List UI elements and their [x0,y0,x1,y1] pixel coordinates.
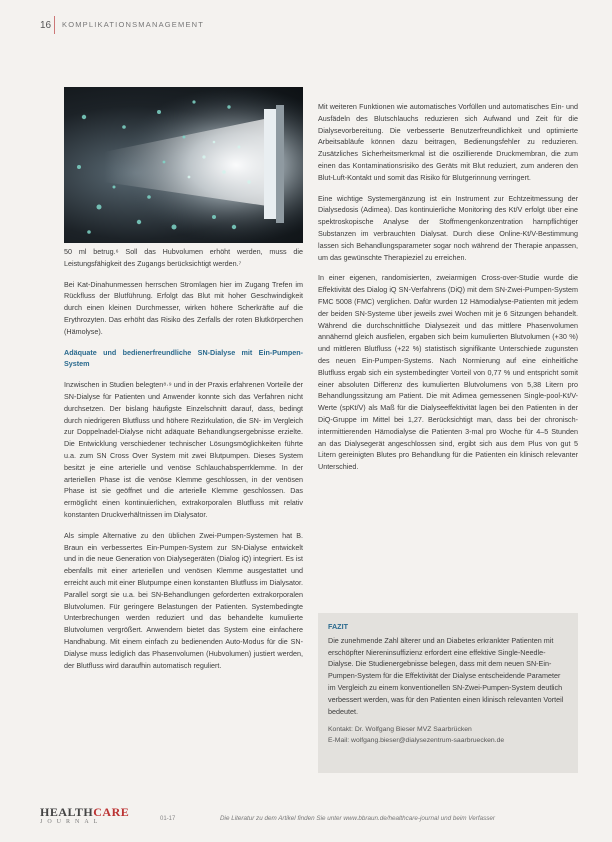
hero-image [64,87,303,243]
logo-subtitle: JOURNAL [40,819,103,825]
right-paragraph: Mit weiteren Funktionen wie automatisches Vorfüllen und automatisches Ein- und Ausfädeln des Blutschlauchs reduzieren sich Aufwand und Zeit für die Dialysevorbereitung. Die verbesserte Benutzerfreundlichkeit und optimierte Arbeitsabläufe können dazu beitragen, Bedienungsfehler zu reduzieren. Zusätzliches Sicherheitsmerkmal ist die oszillierende Druckmembran, die zum einen das Kontaminationsrisiko des Geräts mit Blut reduziert, zum anderen den Blut-Luft-Kontakt und somit das Risiko für Blutgerinnung verringert. [318,102,578,182]
footer-literature-note: Die Literatur zu dem Artikel finden Sie unter www.bbraun.de/healthcare-journal und beim Verfasser [220,815,495,822]
contact-email[interactable]: E-Mail: wolfgang.bieser@dialysezentrum-saarbruecken.de [328,736,505,744]
left-paragraph: 50 ml betrug.⁶ Soll das Hubvolumen erhöht werden, muss die Leistungsfähigkeit des Zugangs berücksichtigt werden.⁷ [64,247,303,268]
fazit-title: FAZIT [328,622,348,631]
subheading: Adäquate und bedienerfreundliche SN-Dialyse mit Ein-Pumpen-System [64,347,303,369]
logo-main-text: HEALTH [40,805,94,819]
right-paragraph: Eine wichtige Systemergänzung ist ein Instrument zur Echtzeitmessung der Dialysedosis (Adimea). Das kontinuierliche Monitoring des Kt/V erfolgt über eine spektroskopische Analyse der Stoffmengenkonzentration harnpflichtiger Substanzen im verbrauchten Dialysat. Durch diese Online-Kt/V-Bestimmung lassen sich Behandlungsparameter sogar noch während der Therapie anpassen, um das gewünschte Therapieziel zu erreichen. [318,193,578,262]
journal-logo [40,805,129,825]
logo-accent-text: CARE [93,805,130,819]
left-paragraph: Inzwischen in Studien belegten⁸·⁹ und in der Praxis erfahrenen Vorteile der SN-Dialyse für Patienten und Anwender konnte sich das Verfahren nicht durchsetzen. Der bislang häufigste Einzelschnitt darauf, dass, bedingt durch niedrigeren Blutfluss und höhere Rezirkulation, die SN- im Vergleich zur Doppelnadel-Dialyse nicht adäquate Behandlungsergebnisse erzielte. Die Entwicklung verschiedener technischer Lösungsmöglichkeiten führte u.a. zum SN Cross Over System mit zwei Blutpumpen. Dieses System besitzt je eine arterielle und venöse Schlauchabsperrklemme. In der arteriellen Phase ist die venöse Klemme geschlossen, in der venösen Phase ist sie geöffnet und die arterielle Klemme geschlossen. Das ermöglicht einen kontinuierlichen, extrakorporalen Blutfluss mit relativ konstanten Druckverhältnissen im Dialysator. [64,380,303,519]
left-column [64,246,303,680]
page-number: 16 [40,20,52,31]
fazit-text: Die zunehmende Zahl älterer und an Diabetes erkrankter Patienten mit erschöpfter Niereninsuffizienz erfordert eine effektive Single-Needle-Dialyse. Die Studienergebnisse belegen, dass mit dem neuen SN-Ein-Pumpen-System für die Effektivität der Dialyse entscheidende Parameter im Vergleich zu einem konventionellen SN-Zwei-Pumpen-System deutlich verbessert werden, was für den Patienten einen klinisch relevanten Vorteil bedeutet. [328,635,564,716]
right-column [318,101,578,482]
header-divider [54,16,55,34]
fazit-box [318,613,578,773]
contact-info [328,725,568,746]
right-paragraph: In einer eigenen, randomisierten, zweiarmigen Cross-over-Studie wurde die Effektivität des Dialog iQ SN-Verfahrens (DiQ) mit dem SN-Zwei-Pumpen-System FMC 5008 (FMC) verglichen. Dafür wurden 12 Hämodialyse-Patienten mit jedem der beiden SN-Systeme über jeweils zwei Wochen mit je 6 Sitzungen behandelt. Während die durchschnittliche Dialysezeit und das mittlere Phasenvolumen annähernd gleich ausfielen, ergaben sich beim kumulierten Blutvolumen (+30 %) und mittleren Blutfluss (+22 %) statistisch signifikante Unterschiede zugunsten des neuen Ein-Pumpen-Systems. Nach Normierung auf eine einheitliche Blutfluss ergab sich ein systembedingter Vorteil von 0,77 % und entspricht somit einer absoluten Differenz des kumulierten Blutvolumens von 5,38 Litern pro Behandlungssitzung am Patient. Die mit Adimea gemessenen Single-pool-Kt/V-Werte (spKt/V) als Maß für die Dialyseeffektivität lagen bei den Patienten in der DiQ-Gruppe im Mittel bei 1,27. Berücksichtigt man, dass bei der chronisch-intermittierenden Hämodialyse die Patienten 3-mal pro Woche für 4–5 Stunden an das Dialysegerät angeschlossen sind, ergibt sich aus dem Plus von gut 5 Litern gereinigten Blutes pro Behandlung für die Patienten ein klinisch relevanter Unterschied. [318,273,578,472]
contact-name: Kontakt: Dr. Wolfgang Bieser MVZ Saarbrücken [328,726,472,734]
section-title: KOMPLIKATIONSMANAGEMENT [62,20,205,29]
left-paragraph: Bei Kat-Dinahunmessen herrschen Stromlagen hier im Zugang Trefen im Rückfluss der Blutführung. Erfolgt das Blut mit hoher Geschwindigkeit durch einen kleinen Durchmesser, wirken höhere Scherkräfte auf die Erythrozyten. Das erhöht das Risiko des Zerfalls der roten Blutkörperchen (Hämolyse). [64,279,303,336]
issue-number: 01-17 [160,816,176,822]
left-paragraph: Als simple Alternative zu den üblichen Zwei-Pumpen-Systemen hat B. Braun ein verbessertes Ein-Pumpen-System zur SN-Dialyse entwickelt und in die neue Generation von Dialysegeräten (Dialog iQ) integriert. Es ist ebenfalls mit einer arteriellen und venösen Klemme ausgestattet und erreicht auch mit einer Blutpumpe einen konstanten Blutfluss im Dialysator. Parallel sorgt sie u.a. bei SN-Behandlungen geforderten extrakorporalen Blutvolumen. Für geringere Belastungen der Patienten. Systembedingte Unterbrechungen werden reduziert und das behandelte kumulierte Blutvolumen vergrößert. Anwendern bietet das System eine einfachere Handhabung. Mit einem einfach zu bedienenden Auto-Modus für die SN-Dialyse muss lediglich das Phasenvolumen (Hubvolumen) justiert werden, der Blutfluss wird daraufhin automatisch reguliert. [64,530,303,670]
